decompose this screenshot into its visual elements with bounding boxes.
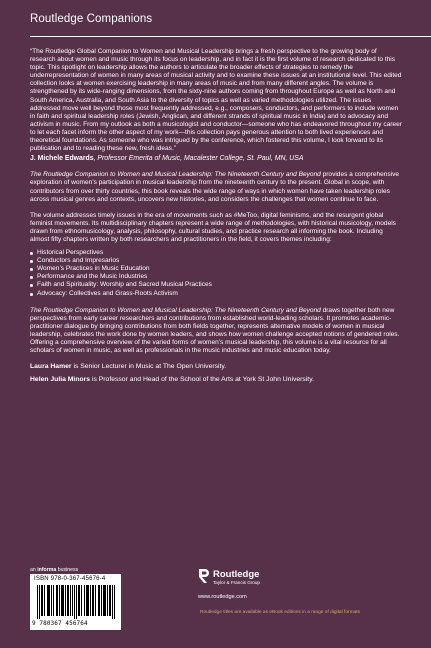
book-title-inline: The Routledge Companion to Women and Musical Leadership: The Nineteenth Century and Beyond: [30, 306, 321, 314]
themes-list: [30, 249, 402, 298]
endorser-role: , Professor Emerita of Music, Macalester College, St. Paul, MN, USA: [93, 155, 304, 163]
ebook-note: Routledge titles are available as eBook editions in a range of digital formats: [200, 610, 360, 615]
description-paragraph-2: The volume addresses timely issues in the era of movements such as #MeToo, digital feminisms, and the resurgent global feminist movements. Its multidisciplinary chapters represent a wide range of methodologies, with historical musicology, models drawn from ethnomusicology, analysis, philosophy, cultural studies, and practice research all informing the book. Including almost fifty chapters written by both researchers and practitioners in the field, it covers themes including:: [30, 211, 396, 243]
barcode: [30, 574, 121, 630]
list-item: Conductors and Impresarios: [30, 257, 402, 265]
publisher-url[interactable]: www.routledge.com: [198, 594, 247, 600]
endorsement-quote: “The Routledge Global Companion to Women and Musical Leadership brings a fresh perspective to the growing body of research about women and music through its focus on leadership, and in fact it is the first volume of research dedicated to this topic. This spotlight on leadership allows the authors to articulate the broader effects of strategies to remedy the underrepresentation of women in many areas of musical activity and to examine these issues at an institutional level. This edited collection looks at women exercising leadership in many areas of music and from many different angles. The volume is strengthened by its wide-ranging dimensions, from the sixty-nine authors coming from throughout Europe as well as North and South America, Australia, and South Asia to the diversity of topics as well as varied methodologies utilized. The issues addressed move well beyond those most frequently addressed, e.g., composers, conductors, and performers to include women in faith and spiritual leadership roles (Jewish, Anglican, and different strands of spiritual music in India) and to advocacy and activism in music. From my outlook as both a musicologist and conductor—someone who has endeavored throughout my career to let each facet inform the other aspect of my work—this collection pays generous attention to both lived experiences and theoretical foundations. As someone who was intrigued by the conference, which fostered this volume, I look forward to its publication and to reading these new, fresh ideas.”: [30, 48, 402, 153]
series-name: Routledge Companions: [30, 13, 153, 25]
isbn-label: ISBN 978-0-367-45676-4: [34, 576, 106, 582]
publisher-group: Taylor & Francis Group: [213, 580, 260, 585]
list-item: Advocacy: Collectives and Grass-Roots Activism: [30, 290, 402, 298]
back-cover-text: [30, 48, 402, 389]
header-rule: [30, 36, 431, 37]
list-item: Faith and Spirituality: Worship and Sacred Musical Practices: [30, 281, 402, 289]
book-title-inline: The Routledge Companion to Women and Musical Leadership: The Nineteenth Century and Beyond: [30, 171, 321, 179]
editor-bio-2: Helen Julia Minors is Professor and Head of the School of the Arts at York St John University.: [30, 376, 314, 384]
routledge-r-logo-icon: [198, 568, 210, 584]
list-item: Historical Perspectives: [30, 249, 402, 257]
barcode-number: 9 780367 456764: [32, 620, 88, 627]
list-item: Performance and the Music Industries: [30, 273, 402, 281]
informa-business-label: an informa business: [30, 567, 79, 573]
description-paragraph-1: The Routledge Companion to Women and Musical Leadership: The Nineteenth Century and Beyond provides a comprehensive exploration of women’s participation in musical leadership from the nineteenth century to the present. Global in scope, with contributors from over thirty countries, this book reveals the wide range of ways in which women have taken leadership roles across musical genres and contexts, uncovers new histories, and considers the challenges that women continue to face.: [30, 171, 400, 203]
endorsement-attribution: [30, 155, 402, 163]
description-paragraph-3: The Routledge Companion to Women and Musical Leadership: The Nineteenth Century and Beyond draws together both new perspectives from early career researchers and contributions from established world-leading scholars. It promotes academic-practitioner dialogue by bringing contributions from both fields together, represents alternative models of women in musical leadership, celebrates the work done by women leaders, and shows how women challenge accepted notions of gendered roles. Offering a comprehensive overview of the varied forms of women’s musical leadership, this volume is a vital resource for all scholars of women in music, as well as professionals in the music industries and music education today.: [30, 306, 400, 355]
list-item: Women’s Practices in Music Education: [30, 265, 402, 273]
editor-bio-1: Laura Hamer is Senior Lecturer in Music at The Open University.: [30, 363, 227, 371]
publisher-name: Routledge: [213, 569, 260, 580]
endorser-name: J. Michele Edwards: [30, 155, 94, 163]
barcode-bars: [37, 585, 115, 619]
